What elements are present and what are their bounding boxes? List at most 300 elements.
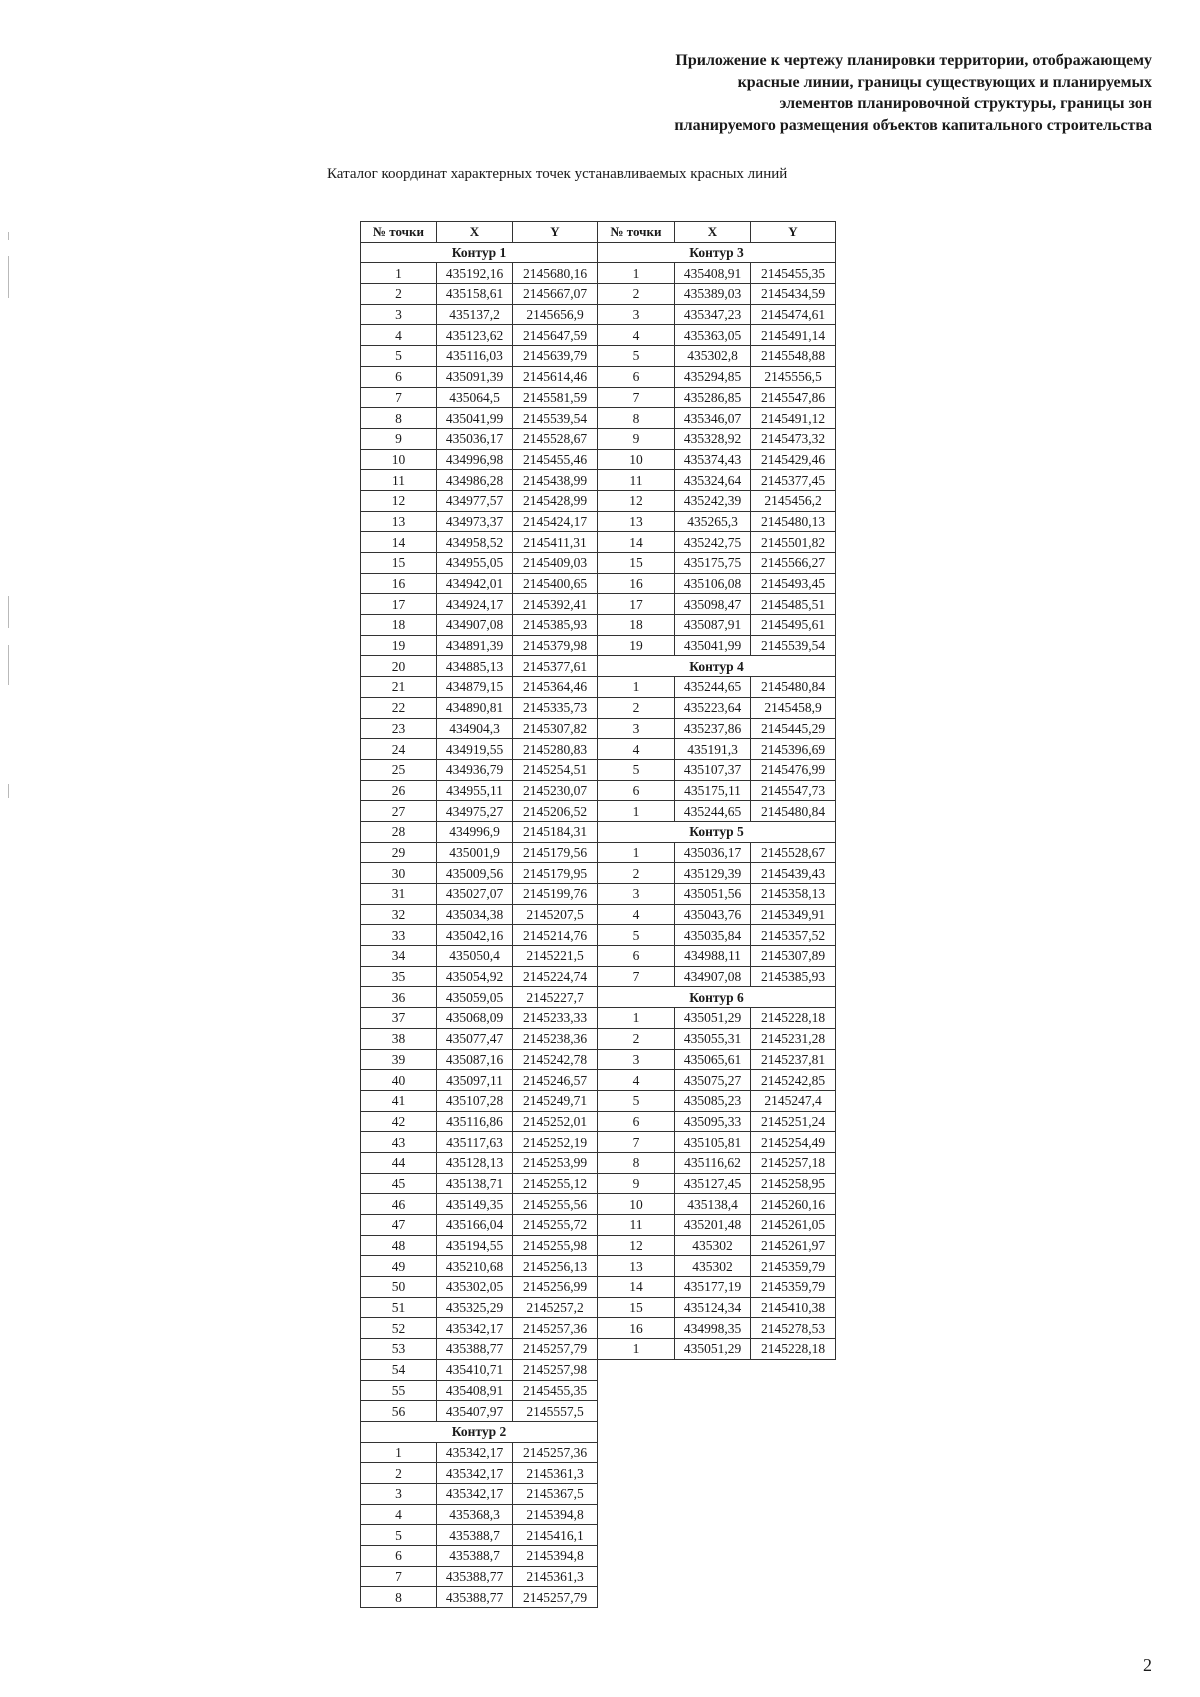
- x-coordinate-cell: 435149,35: [437, 1194, 513, 1215]
- x-coordinate-cell: 435123,62: [437, 325, 513, 346]
- table-row: [361, 1566, 598, 1587]
- point-number-cell: 1: [598, 1339, 675, 1360]
- point-number-cell: 12: [361, 490, 437, 511]
- x-coordinate-cell: 435106,08: [675, 573, 751, 594]
- point-number-cell: 40: [361, 1070, 437, 1091]
- x-coordinate-cell: 435128,13: [437, 1152, 513, 1173]
- y-coordinate-cell: 2145255,98: [513, 1235, 598, 1256]
- y-coordinate-cell: 2145474,61: [751, 304, 836, 325]
- contour-header-row: [598, 242, 836, 263]
- point-number-cell: 5: [598, 925, 675, 946]
- x-coordinate-cell: 435034,38: [437, 904, 513, 925]
- point-number-cell: 22: [361, 697, 437, 718]
- point-number-cell: 4: [361, 1504, 437, 1525]
- y-coordinate-cell: 2145228,18: [751, 1008, 836, 1029]
- column-header-point: № точки: [598, 222, 675, 243]
- point-number-cell: 3: [598, 304, 675, 325]
- point-number-cell: 46: [361, 1194, 437, 1215]
- table-row: [361, 904, 598, 925]
- y-coordinate-cell: 2145357,52: [751, 925, 836, 946]
- table-row: [361, 594, 598, 615]
- point-number-cell: 49: [361, 1256, 437, 1277]
- point-number-cell: 4: [598, 904, 675, 925]
- point-number-cell: 12: [598, 1235, 675, 1256]
- table-row: [361, 821, 598, 842]
- x-coordinate-cell: 435107,37: [675, 759, 751, 780]
- point-number-cell: 7: [598, 387, 675, 408]
- y-coordinate-cell: 2145257,36: [513, 1442, 598, 1463]
- x-coordinate-cell: 435116,86: [437, 1111, 513, 1132]
- y-coordinate-cell: 2145385,93: [513, 615, 598, 636]
- table-row: [598, 718, 836, 739]
- point-number-cell: 3: [361, 1483, 437, 1504]
- x-coordinate-cell: 435098,47: [675, 594, 751, 615]
- y-coordinate-cell: 2145257,79: [513, 1587, 598, 1608]
- x-coordinate-cell: 435116,62: [675, 1152, 751, 1173]
- x-coordinate-cell: 435244,65: [675, 801, 751, 822]
- point-number-cell: 1: [598, 677, 675, 698]
- y-coordinate-cell: 2145247,4: [751, 1090, 836, 1111]
- x-coordinate-cell: 435388,77: [437, 1339, 513, 1360]
- y-coordinate-cell: 2145227,7: [513, 987, 598, 1008]
- x-coordinate-cell: 435087,16: [437, 1049, 513, 1070]
- point-number-cell: 2: [598, 1028, 675, 1049]
- contour-title: Контур 2: [361, 1421, 598, 1442]
- table-row: [361, 387, 598, 408]
- table-row: [361, 966, 598, 987]
- table-row: [598, 449, 836, 470]
- table-row: [598, 1339, 836, 1360]
- x-coordinate-cell: 435286,85: [675, 387, 751, 408]
- y-coordinate-cell: 2145257,98: [513, 1359, 598, 1380]
- y-coordinate-cell: 2145394,8: [513, 1504, 598, 1525]
- x-coordinate-cell: 435408,91: [437, 1380, 513, 1401]
- point-number-cell: 12: [598, 490, 675, 511]
- table-row: [598, 925, 836, 946]
- x-coordinate-cell: 435051,56: [675, 884, 751, 905]
- y-coordinate-cell: 2145377,45: [751, 470, 836, 491]
- y-coordinate-cell: 2145410,38: [751, 1297, 836, 1318]
- y-coordinate-cell: 2145539,54: [751, 635, 836, 656]
- x-coordinate-cell: 435265,3: [675, 511, 751, 532]
- point-number-cell: 13: [598, 511, 675, 532]
- point-number-cell: 53: [361, 1339, 437, 1360]
- y-coordinate-cell: 2145656,9: [513, 304, 598, 325]
- y-coordinate-cell: 2145307,89: [751, 946, 836, 967]
- column-header-y: Y: [513, 222, 598, 243]
- table-row: [598, 1256, 836, 1277]
- contour-title: Контур 1: [361, 242, 598, 263]
- point-number-cell: 5: [598, 346, 675, 367]
- point-number-cell: 31: [361, 884, 437, 905]
- table-row: [361, 801, 598, 822]
- table-row: [361, 987, 598, 1008]
- table-row: [598, 946, 836, 967]
- y-coordinate-cell: 2145179,56: [513, 842, 598, 863]
- y-coordinate-cell: 2145278,53: [751, 1318, 836, 1339]
- table-row: [361, 1546, 598, 1567]
- y-coordinate-cell: 2145358,13: [751, 884, 836, 905]
- x-coordinate-cell: 435374,43: [675, 449, 751, 470]
- table-row: [361, 1008, 598, 1029]
- x-coordinate-cell: 435138,71: [437, 1173, 513, 1194]
- contour-header-row: [598, 987, 836, 1008]
- table-row: [598, 697, 836, 718]
- y-coordinate-cell: 2145476,99: [751, 759, 836, 780]
- table-row: [361, 1049, 598, 1070]
- table-row: [361, 408, 598, 429]
- x-coordinate-cell: 435001,9: [437, 842, 513, 863]
- point-number-cell: 13: [361, 511, 437, 532]
- point-number-cell: 56: [361, 1401, 437, 1422]
- contour-header-row: [361, 242, 598, 263]
- y-coordinate-cell: 2145252,01: [513, 1111, 598, 1132]
- y-coordinate-cell: 2145473,32: [751, 428, 836, 449]
- x-coordinate-cell: 434924,17: [437, 594, 513, 615]
- table-row: [598, 366, 836, 387]
- x-coordinate-cell: 434907,08: [437, 615, 513, 636]
- point-number-cell: 19: [598, 635, 675, 656]
- y-coordinate-cell: 2145667,07: [513, 284, 598, 305]
- point-number-cell: 1: [598, 1008, 675, 1029]
- coordinates-table-right: [597, 221, 836, 1360]
- x-coordinate-cell: 435242,39: [675, 490, 751, 511]
- point-number-cell: 5: [598, 759, 675, 780]
- table-row: [361, 925, 598, 946]
- y-coordinate-cell: 2145566,27: [751, 553, 836, 574]
- point-number-cell: 4: [598, 1070, 675, 1091]
- y-coordinate-cell: 2145255,72: [513, 1215, 598, 1236]
- table-row: [598, 511, 836, 532]
- table-row: [361, 1194, 598, 1215]
- y-coordinate-cell: 2145256,13: [513, 1256, 598, 1277]
- table-row: [598, 780, 836, 801]
- point-number-cell: 7: [361, 1566, 437, 1587]
- x-coordinate-cell: 435137,2: [437, 304, 513, 325]
- x-coordinate-cell: 435242,75: [675, 532, 751, 553]
- table-row: [361, 366, 598, 387]
- x-coordinate-cell: 435158,61: [437, 284, 513, 305]
- x-coordinate-cell: 435059,05: [437, 987, 513, 1008]
- table-row: [361, 1504, 598, 1525]
- point-number-cell: 6: [598, 366, 675, 387]
- y-coordinate-cell: 2145199,76: [513, 884, 598, 905]
- x-coordinate-cell: 434973,37: [437, 511, 513, 532]
- x-coordinate-cell: 435036,17: [675, 842, 751, 863]
- point-number-cell: 9: [361, 428, 437, 449]
- x-coordinate-cell: 435302,8: [675, 346, 751, 367]
- y-coordinate-cell: 2145556,5: [751, 366, 836, 387]
- y-coordinate-cell: 2145228,18: [751, 1339, 836, 1360]
- point-number-cell: 4: [598, 325, 675, 346]
- table-header-row: [361, 222, 598, 243]
- table-row: [361, 615, 598, 636]
- table-header-row: [598, 222, 836, 243]
- point-number-cell: 29: [361, 842, 437, 863]
- table-row: [598, 1070, 836, 1091]
- point-number-cell: 24: [361, 739, 437, 760]
- table-row: [361, 449, 598, 470]
- y-coordinate-cell: 2145396,69: [751, 739, 836, 760]
- table-row: [361, 573, 598, 594]
- point-number-cell: 44: [361, 1152, 437, 1173]
- y-coordinate-cell: 2145614,46: [513, 366, 598, 387]
- x-coordinate-cell: 435075,27: [675, 1070, 751, 1091]
- point-number-cell: 18: [598, 615, 675, 636]
- table-row: [598, 863, 836, 884]
- point-number-cell: 3: [598, 718, 675, 739]
- column-header-x: X: [437, 222, 513, 243]
- y-coordinate-cell: 2145424,17: [513, 511, 598, 532]
- x-coordinate-cell: 434955,05: [437, 553, 513, 574]
- contour-title: Контур 6: [598, 987, 836, 1008]
- y-coordinate-cell: 2145221,5: [513, 946, 598, 967]
- table-row: [598, 759, 836, 780]
- point-number-cell: 21: [361, 677, 437, 698]
- point-number-cell: 48: [361, 1235, 437, 1256]
- y-coordinate-cell: 2145207,5: [513, 904, 598, 925]
- table-row: [598, 470, 836, 491]
- table-row: [598, 1028, 836, 1049]
- point-number-cell: 8: [598, 1152, 675, 1173]
- point-number-cell: 4: [598, 739, 675, 760]
- y-coordinate-cell: 2145254,49: [751, 1132, 836, 1153]
- table-row: [361, 346, 598, 367]
- point-number-cell: 47: [361, 1215, 437, 1236]
- x-coordinate-cell: 435051,29: [675, 1339, 751, 1360]
- table-row: [598, 966, 836, 987]
- point-number-cell: 6: [598, 780, 675, 801]
- y-coordinate-cell: 2145416,1: [513, 1525, 598, 1546]
- x-coordinate-cell: 435294,85: [675, 366, 751, 387]
- table-row: [598, 284, 836, 305]
- page-number: 2: [1143, 1655, 1152, 1675]
- point-number-cell: 45: [361, 1173, 437, 1194]
- scan-artifact: [8, 232, 9, 240]
- y-coordinate-cell: 2145233,33: [513, 1008, 598, 1029]
- x-coordinate-cell: 435129,39: [675, 863, 751, 884]
- x-coordinate-cell: 435194,55: [437, 1235, 513, 1256]
- y-coordinate-cell: 2145249,71: [513, 1090, 598, 1111]
- y-coordinate-cell: 2145485,51: [751, 594, 836, 615]
- y-coordinate-cell: 2145257,79: [513, 1339, 598, 1360]
- x-coordinate-cell: 435328,92: [675, 428, 751, 449]
- x-coordinate-cell: 434907,08: [675, 966, 751, 987]
- y-coordinate-cell: 2145438,99: [513, 470, 598, 491]
- table-row: [598, 553, 836, 574]
- table-row: [598, 408, 836, 429]
- table-row: [361, 1359, 598, 1380]
- y-coordinate-cell: 2145257,18: [751, 1152, 836, 1173]
- y-coordinate-cell: 2145547,86: [751, 387, 836, 408]
- point-number-cell: 6: [598, 946, 675, 967]
- point-number-cell: 2: [361, 1463, 437, 1484]
- x-coordinate-cell: 434890,81: [437, 697, 513, 718]
- coordinates-table-left: [360, 221, 598, 1608]
- y-coordinate-cell: 2145335,73: [513, 697, 598, 718]
- point-number-cell: 10: [598, 1194, 675, 1215]
- y-coordinate-cell: 2145252,19: [513, 1132, 598, 1153]
- point-number-cell: 11: [598, 1215, 675, 1236]
- y-coordinate-cell: 2145230,07: [513, 780, 598, 801]
- table-row: [361, 532, 598, 553]
- table-row: [598, 573, 836, 594]
- y-coordinate-cell: 2145495,61: [751, 615, 836, 636]
- y-coordinate-cell: 2145455,46: [513, 449, 598, 470]
- x-coordinate-cell: 435191,3: [675, 739, 751, 760]
- table-row: [361, 1111, 598, 1132]
- header-line: планируемого размещения объектов капитального строительства: [674, 116, 1152, 134]
- y-coordinate-cell: 2145400,65: [513, 573, 598, 594]
- point-number-cell: 9: [598, 1173, 675, 1194]
- x-coordinate-cell: 435064,5: [437, 387, 513, 408]
- x-coordinate-cell: 435068,09: [437, 1008, 513, 1029]
- table-row: [361, 1090, 598, 1111]
- point-number-cell: 39: [361, 1049, 437, 1070]
- x-coordinate-cell: 435342,17: [437, 1318, 513, 1339]
- y-coordinate-cell: 2145480,84: [751, 801, 836, 822]
- point-number-cell: 6: [598, 1111, 675, 1132]
- table-row: [361, 1173, 598, 1194]
- point-number-cell: 5: [598, 1090, 675, 1111]
- x-coordinate-cell: 435035,84: [675, 925, 751, 946]
- table-row: [361, 1587, 598, 1608]
- table-row: [361, 1028, 598, 1049]
- y-coordinate-cell: 2145581,59: [513, 387, 598, 408]
- x-coordinate-cell: 435342,17: [437, 1463, 513, 1484]
- x-coordinate-cell: 435302,05: [437, 1277, 513, 1298]
- contour-header-row: [598, 821, 836, 842]
- table-row: [598, 387, 836, 408]
- x-coordinate-cell: 435388,7: [437, 1525, 513, 1546]
- point-number-cell: 1: [598, 842, 675, 863]
- table-row: [361, 511, 598, 532]
- point-number-cell: 8: [598, 408, 675, 429]
- x-coordinate-cell: 435097,11: [437, 1070, 513, 1091]
- point-number-cell: 16: [598, 1318, 675, 1339]
- point-number-cell: 3: [598, 1049, 675, 1070]
- x-coordinate-cell: 435302: [675, 1256, 751, 1277]
- point-number-cell: 15: [361, 553, 437, 574]
- table-row: [598, 1090, 836, 1111]
- y-coordinate-cell: 2145258,95: [751, 1173, 836, 1194]
- point-number-cell: 26: [361, 780, 437, 801]
- x-coordinate-cell: 435105,81: [675, 1132, 751, 1153]
- point-number-cell: 6: [361, 1546, 437, 1567]
- y-coordinate-cell: 2145456,2: [751, 490, 836, 511]
- y-coordinate-cell: 2145394,8: [513, 1546, 598, 1567]
- point-number-cell: 1: [598, 263, 675, 284]
- y-coordinate-cell: 2145379,98: [513, 635, 598, 656]
- table-row: [598, 1277, 836, 1298]
- table-row: [361, 635, 598, 656]
- table-row: [598, 904, 836, 925]
- table-row: [361, 1442, 598, 1463]
- point-number-cell: 27: [361, 801, 437, 822]
- point-number-cell: 9: [598, 428, 675, 449]
- y-coordinate-cell: 2145261,05: [751, 1215, 836, 1236]
- y-coordinate-cell: 2145257,36: [513, 1318, 598, 1339]
- x-coordinate-cell: 434936,79: [437, 759, 513, 780]
- x-coordinate-cell: 435095,33: [675, 1111, 751, 1132]
- point-number-cell: 32: [361, 904, 437, 925]
- x-coordinate-cell: 435389,03: [675, 284, 751, 305]
- x-coordinate-cell: 435175,11: [675, 780, 751, 801]
- point-number-cell: 17: [361, 594, 437, 615]
- x-coordinate-cell: 435027,07: [437, 884, 513, 905]
- table-row: [598, 1235, 836, 1256]
- y-coordinate-cell: 2145254,51: [513, 759, 598, 780]
- point-number-cell: 28: [361, 821, 437, 842]
- x-coordinate-cell: 435408,91: [675, 263, 751, 284]
- x-coordinate-cell: 435054,92: [437, 966, 513, 987]
- y-coordinate-cell: 2145255,12: [513, 1173, 598, 1194]
- table-row: [598, 1111, 836, 1132]
- x-coordinate-cell: 435368,3: [437, 1504, 513, 1525]
- x-coordinate-cell: 435050,4: [437, 946, 513, 967]
- catalog-title: Каталог координат характерных точек устанавливаемых красных линий: [327, 166, 788, 182]
- x-coordinate-cell: 435410,71: [437, 1359, 513, 1380]
- point-number-cell: 10: [361, 449, 437, 470]
- y-coordinate-cell: 2145647,59: [513, 325, 598, 346]
- point-number-cell: 1: [361, 1442, 437, 1463]
- point-number-cell: 52: [361, 1318, 437, 1339]
- contour-header-row: [361, 1421, 598, 1442]
- table-row: [361, 1525, 598, 1546]
- table-row: [361, 1401, 598, 1422]
- table-row: [361, 325, 598, 346]
- point-number-cell: 11: [598, 470, 675, 491]
- y-coordinate-cell: 2145547,73: [751, 780, 836, 801]
- y-coordinate-cell: 2145458,9: [751, 697, 836, 718]
- point-number-cell: 10: [598, 449, 675, 470]
- table-row: [598, 490, 836, 511]
- y-coordinate-cell: 2145179,95: [513, 863, 598, 884]
- point-number-cell: 5: [361, 346, 437, 367]
- point-number-cell: 19: [361, 635, 437, 656]
- x-coordinate-cell: 435325,29: [437, 1297, 513, 1318]
- x-coordinate-cell: 434996,9: [437, 821, 513, 842]
- y-coordinate-cell: 2145434,59: [751, 284, 836, 305]
- column-header-y: Y: [751, 222, 836, 243]
- point-number-cell: 1: [598, 801, 675, 822]
- x-coordinate-cell: 435388,77: [437, 1587, 513, 1608]
- point-number-cell: 14: [361, 532, 437, 553]
- header-line: Приложение к чертежу планировки территории, отображающему: [675, 52, 1152, 69]
- scan-artifact: [8, 256, 9, 298]
- y-coordinate-cell: 2145428,99: [513, 490, 598, 511]
- point-number-cell: 13: [598, 1256, 675, 1277]
- table-row: [598, 677, 836, 698]
- scan-artifact: [8, 645, 9, 685]
- y-coordinate-cell: 2145257,2: [513, 1297, 598, 1318]
- x-coordinate-cell: 435223,64: [675, 697, 751, 718]
- column-header-point: № точки: [361, 222, 437, 243]
- y-coordinate-cell: 2145224,74: [513, 966, 598, 987]
- table-row: [361, 759, 598, 780]
- point-number-cell: 18: [361, 615, 437, 636]
- table-row: [598, 1008, 836, 1029]
- y-coordinate-cell: 2145493,45: [751, 573, 836, 594]
- table-row: [361, 1215, 598, 1236]
- x-coordinate-cell: 435342,17: [437, 1483, 513, 1504]
- table-row: [598, 325, 836, 346]
- y-coordinate-cell: 2145256,99: [513, 1277, 598, 1298]
- table-row: [361, 863, 598, 884]
- y-coordinate-cell: 2145184,31: [513, 821, 598, 842]
- x-coordinate-cell: 434988,11: [675, 946, 751, 967]
- point-number-cell: 16: [598, 573, 675, 594]
